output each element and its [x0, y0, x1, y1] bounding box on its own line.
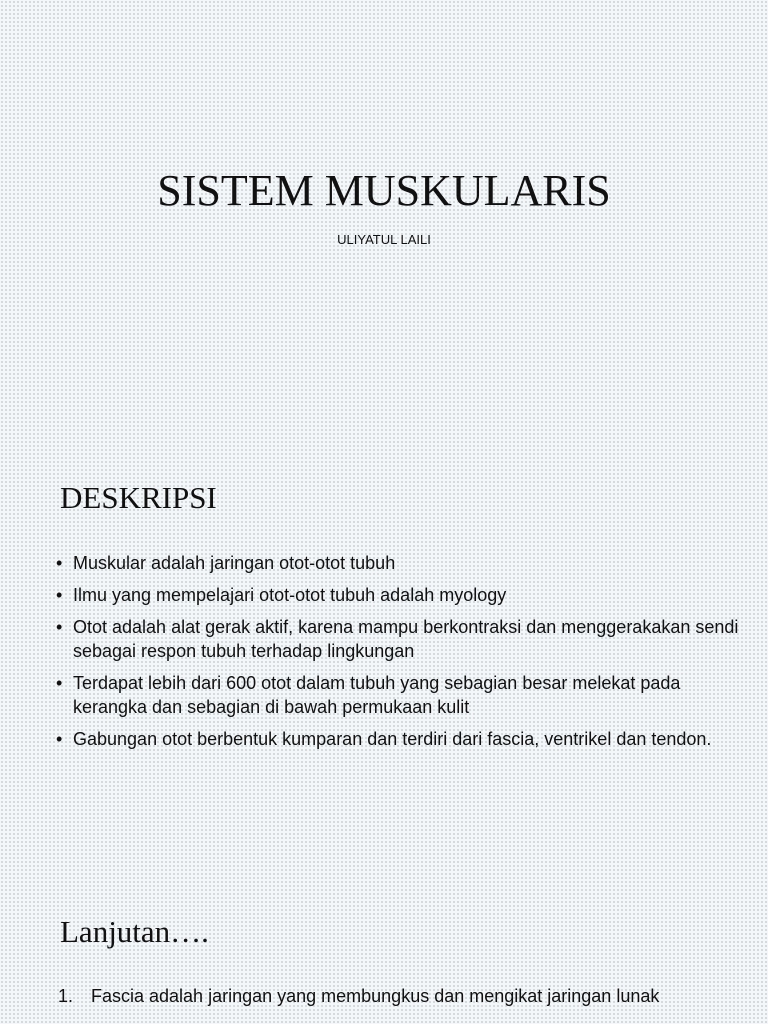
bullet-dot-icon: •: [56, 553, 63, 573]
bullet-item-text: Terdapat lebih dari 600 otot dalam tubuh yang sebagian besar melekat pada kerangka dan sebagian di bawah permukaan kulit: [73, 673, 681, 717]
section-heading-lanjutan: Lanjutan….: [60, 914, 209, 949]
bullet-item: [56, 551, 746, 575]
bullet-item: [56, 615, 746, 663]
bullet-item-text: Muskular adalah jaringan otot-otot tubuh: [73, 553, 396, 573]
bullet-dot-icon: •: [56, 585, 63, 605]
numbered-item-number: 1.: [58, 986, 74, 1006]
bullet-item-text: Gabungan otot berbentuk kumparan dan terdiri dari fascia, ventrikel dan tendon.: [73, 729, 712, 749]
bullet-item-text: Otot adalah alat gerak aktif, karena mampu berkontraksi dan menggerakakan sendi sebagai respon tubuh terhadap lingkungan: [73, 617, 739, 661]
slide-title: SISTEM MUSKULARIS: [157, 166, 611, 215]
numbered-item: [58, 984, 738, 1008]
lanjutan-numbered-list: [58, 984, 738, 1008]
deskripsi-bullet-list: [56, 551, 746, 759]
bullet-dot-icon: •: [56, 729, 63, 749]
bullet-dot-icon: •: [56, 617, 63, 637]
bullet-item: [56, 671, 746, 719]
slide-subtitle-author: ULIYATUL LAILI: [337, 232, 431, 247]
section-heading-deskripsi: DESKRIPSI: [60, 480, 217, 515]
bullet-item: [56, 727, 746, 751]
bullet-dot-icon: •: [56, 673, 63, 693]
bullet-item-text: Ilmu yang mempelajari otot-otot tubuh adalah myology: [73, 585, 507, 605]
numbered-item-text: Fascia adalah jaringan yang membungkus dan mengikat jaringan lunak: [91, 986, 660, 1006]
bullet-item: [56, 583, 746, 607]
